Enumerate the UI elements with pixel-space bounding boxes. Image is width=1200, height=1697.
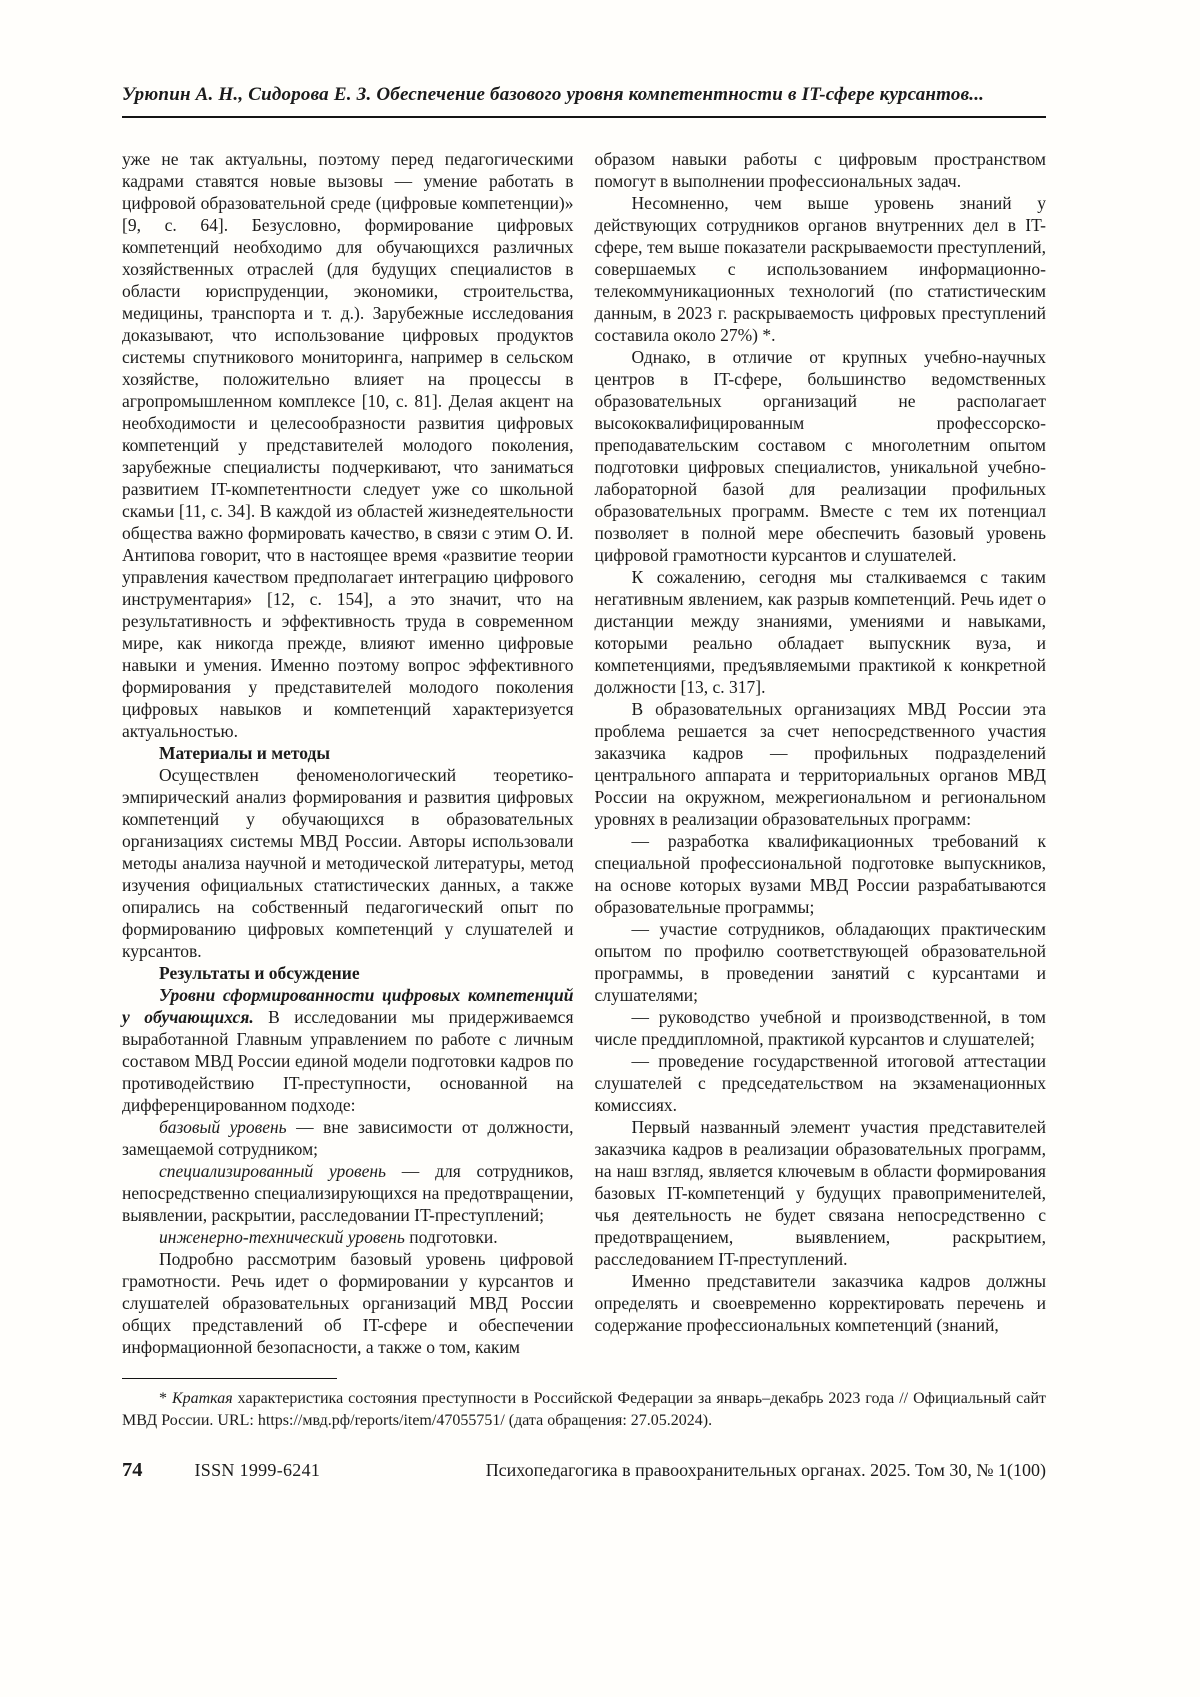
list-item-dash: — участие сотрудников, обладающих практическим опытом по профилю соответствующей образовательной программы, в проведении занятий с курсантами и слушателями; — [594, 919, 1046, 1005]
paragraph: Подробно рассмотрим базовый уровень цифровой грамотности. Речь идет о формировании у курсантов и слушателей образовательных организаций МВД России общих представлений об IT-сфере и обеспечении информационной безопасности, а также о том, каким — [122, 1249, 574, 1357]
page-number: 74 — [122, 1459, 143, 1481]
list-item-dash: — руководство учебной и производственной, в том числе преддипломной, практикой курсантов и слушателей; — [594, 1007, 1046, 1049]
subsection-title: Уровни сформированности цифровых компетенций у обучающихся. — [122, 985, 574, 1027]
article-body — [122, 148, 1046, 1358]
paragraph: В образовательных организациях МВД России эта проблема решается за счет непосредственного участия заказчика кадров — профильных подразделений центрального аппарата и территориальных органов МВД России на окружном, межрегиональном и региональном уровнях в реализации образовательных программ: — [594, 699, 1046, 829]
paragraph: Несомненно, чем выше уровень знаний у действующих сотрудников органов внутренних дел в IT-сфере, тем выше показатели раскрываемости преступлений, совершаемых с использованием информационно-телекоммуникационных технологий (по статистическим данным, в 2023 г. раскрываемость цифровых преступлений составила около 27%) *. — [594, 193, 1046, 345]
running-head — [122, 84, 1046, 118]
left-column — [122, 148, 574, 1358]
footnote-url[interactable]: https://мвд.рф/reports/item/47055751/ — [257, 1411, 505, 1429]
paragraph-text: В исследовании мы придерживаемся выработанной Главным управлением по работе с личным составом МВД России единой модели подготовки кадров по противодействию IT-преступности, основанной на дифференцированном подходе: — [122, 1007, 574, 1115]
paragraph — [122, 984, 574, 1116]
footnote-text: (дата обращения: 27.05.2024). — [504, 1411, 713, 1429]
right-column — [595, 148, 1047, 1358]
page-bottom — [122, 1378, 1046, 1482]
paragraph: Осуществлен феноменологический теоретико-эмпирический анализ формирования и развития цифровых компетенций у обучающихся в образовательных организациях системы МВД России. Авторы использовали методы анализа научной и методической литературы, метод изучения официальных статистических данных, а также опирались на собственный педагогический опыт по формированию цифровых компетенций у слушателей и курсантов. — [122, 765, 574, 961]
paragraph: Первый названный элемент участия представителей заказчика кадров в реализации образовательных программ, на наш взгляд, является ключевым в области формирования базовых IT-компетенций у будущих правоприменителей, чья деятельность не будет связана непосредственно с предотвращением, выявлением, раскрытием, расследованием IT-преступлений. — [594, 1117, 1046, 1269]
list-item-basic-level — [122, 1116, 574, 1160]
footnote-marker: * — [159, 1390, 167, 1407]
paragraph: Однако, в отличие от крупных учебно-научных центров в IT-сфере, большинство ведомственных образовательных организаций не располагает высококвалифицированным профессорско-преподавательским составом с многолетним опытом подготовки цифровых специалистов, уникальной учебно-лабораторной базой для реализации профильных образовательных программ. Вместе с тем их потенциал позволяет в полной мере обеспечить базовый уровень цифровой грамотности курсантов и слушателей. — [594, 347, 1046, 565]
footnote-text: характеристика состояния преступности в Российской Федерации за январь–декабрь 2023 года // Официальный сайт МВД России. URL: — [122, 1390, 1047, 1429]
section-heading-materials-methods: Материалы и методы — [159, 743, 331, 763]
paragraph-text: — вне зависимости от должности, замещаемой сотрудником; — [122, 1117, 574, 1159]
list-item-engineering-level — [122, 1226, 574, 1248]
running-title: Урюпин А. Н., Сидорова Е. З. Обеспечение базового уровня компетентности в IT-сфере курсантов... — [122, 84, 1046, 118]
term-basic-level: базовый уровень — [159, 1117, 287, 1137]
paragraph-continuation: образом навыки работы с цифровым пространством помогут в выполнении профессиональных задач. — [594, 149, 1046, 191]
paragraph-continuation: уже не так актуальны, поэтому перед педагогическими кадрами ставятся новые вызовы — умение работать в цифровой образовательной среде (цифровые компетенции)» [9, с. 64]. Безусловно, формирование цифровых компетенций необходимо для обучающихся различных хозяйственных отраслей (для будущих специалистов в области юриспруденции, экономики, строительства, медицины, транспорта и т. д.). Зарубежные исследования доказывают, что использование цифровых продуктов системы спутникового мониторинга, например в сельском хозяйстве, положительно влияет на процессы в агропромышленном комплексе [10, с. 81]. Делая акцент на необходимости и целесообразности развития цифровых компетенций у представителей молодого поколения, зарубежные специалисты подчеркивают, что заниматься развитием IT-компетентности следует уже со школьной скамьи [11, с. 34]. В каждой из областей жизнедеятельности общества важно формировать качество, в связи с этим О. И. Антипова говорит, что в настоящее время «развитие теории управления качеством предполагает интеграцию цифрового инструментария» [12, с. 154], а это значит, что на результативность и эффективность труда в современном мире, как никогда прежде, влияют именно цифровые навыки и умения. Именно поэтому вопрос эффективного формирования у представителей молодого поколения цифровых навыков и компетенций характеризуется актуальностью. — [122, 149, 574, 741]
term-engineering-level: инженерно-технический уровень — [159, 1227, 405, 1247]
footnote — [122, 1388, 1046, 1431]
footnote-divider — [122, 1378, 337, 1379]
paragraph-text: подготовки. — [404, 1227, 498, 1247]
issn: ISSN 1999-6241 — [194, 1460, 321, 1480]
paragraph: К сожалению, сегодня мы сталкиваемся с таким негативным явлением, как разрыв компетенций. Речь идет о дистанции между знаниями, умениями и навыками, которыми реально обладает выпускник вуза, и компетенциями, предъявляемыми практикой к конкретной должности [13, с. 317]. — [594, 567, 1046, 697]
list-item-dash: — разработка квалификационных требований к специальной профессиональной подготовке выпускников, на основе которых вузами МВД России разрабатываются образовательные программы; — [594, 831, 1046, 917]
list-item-specialized-level — [122, 1160, 574, 1226]
paragraph-text: — для сотрудников, непосредственно специализирующихся на предотвращении, выявлении, раскрытии, расследовании IT-преступлений; — [122, 1161, 574, 1225]
footnote-lead: Краткая — [171, 1390, 233, 1407]
section-heading-results-discussion: Результаты и обсуждение — [159, 963, 360, 983]
paragraph: Именно представители заказчика кадров должны определять и своевременно корректировать перечень и содержание профессиональных компетенций (знаний, — [594, 1271, 1046, 1335]
page-footer — [122, 1459, 1046, 1482]
term-specialized-level: специализированный уровень — [159, 1161, 387, 1181]
list-item-dash: — проведение государственной итоговой аттестации слушателей с председательством на экзаменационных комиссиях. — [594, 1051, 1046, 1115]
journal-title: Психопедагогика в правоохранительных органах. 2025. Том 30, № 1(100) — [485, 1460, 1046, 1480]
